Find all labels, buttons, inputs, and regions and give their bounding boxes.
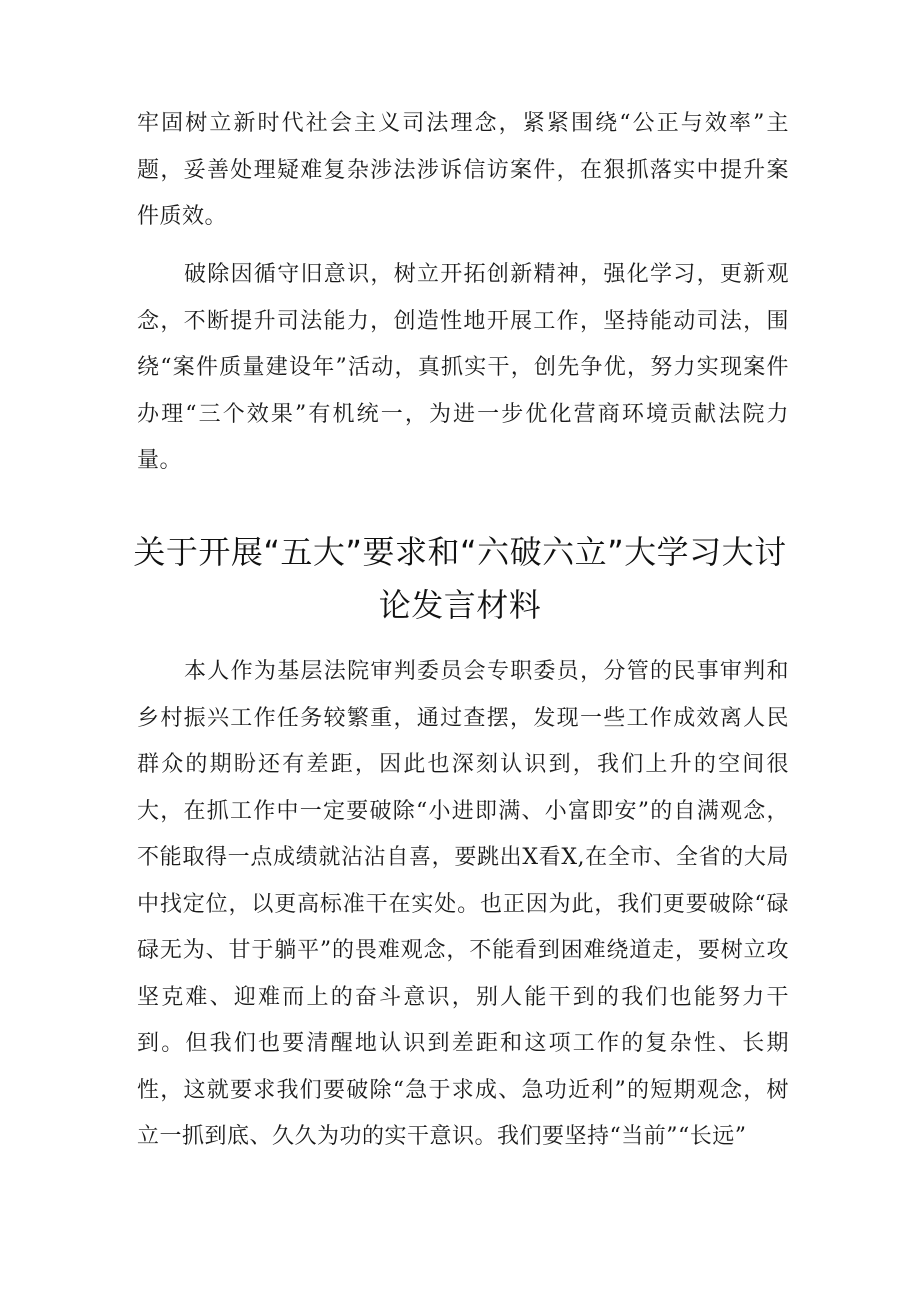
document-title: 关于开展“五大”要求和“六破六立”大学习大讨论发言材料: [133, 533, 787, 624]
body-paragraph-1: 牢固树立新时代社会主义司法理念，紧紧围绕“公正与效率”主题，妥善处理疑难复杂涉法涉诉信访案件，在狠抓落实中提升案件质效。: [137, 111, 789, 229]
body-paragraph-2: 破除因循守旧意识，树立开拓创新精神，强化学习，更新观念，不断提升司法能力，创造性地开展工作，坚持能动司法，围绕“案件质量建设年”活动，真抓实干，创先争优，努力实现案件办理“三个效果”有机统一，为进一步优化营商环境贡献法院力量。: [137, 262, 789, 473]
body-paragraph-3: 本人作为基层法院审判委员会专职委员，分管的民事审判和乡村振兴工作任务较繁重，通过查摆，发现一些工作成效离人民群众的期盼还有差距，因此也深刻认识到，我们上升的空间很大，在抓工作中一定要破除“小进即满、小富即安”的自满观念，不能取得一点成绩就沾沾自喜，要跳出X看X,在全市、全省的大局中找定位，以更高标准干在实处。也正因为此，我们更要破除“碌碌无为、甘于躺平”的畏难观念，不能看到困难绕道走，要树立攻坚克难、迎难而上的奋斗意识，别人能干到的我们也能努力干到。但我们也要清醒地认识到差距和这项工作的复杂性、长期性，这就要求我们要破除“急于求成、急功近利”的短期观念，树立一抓到底、久久为功的实干意识。我们要坚持“当前”“长远”: [137, 659, 789, 1149]
